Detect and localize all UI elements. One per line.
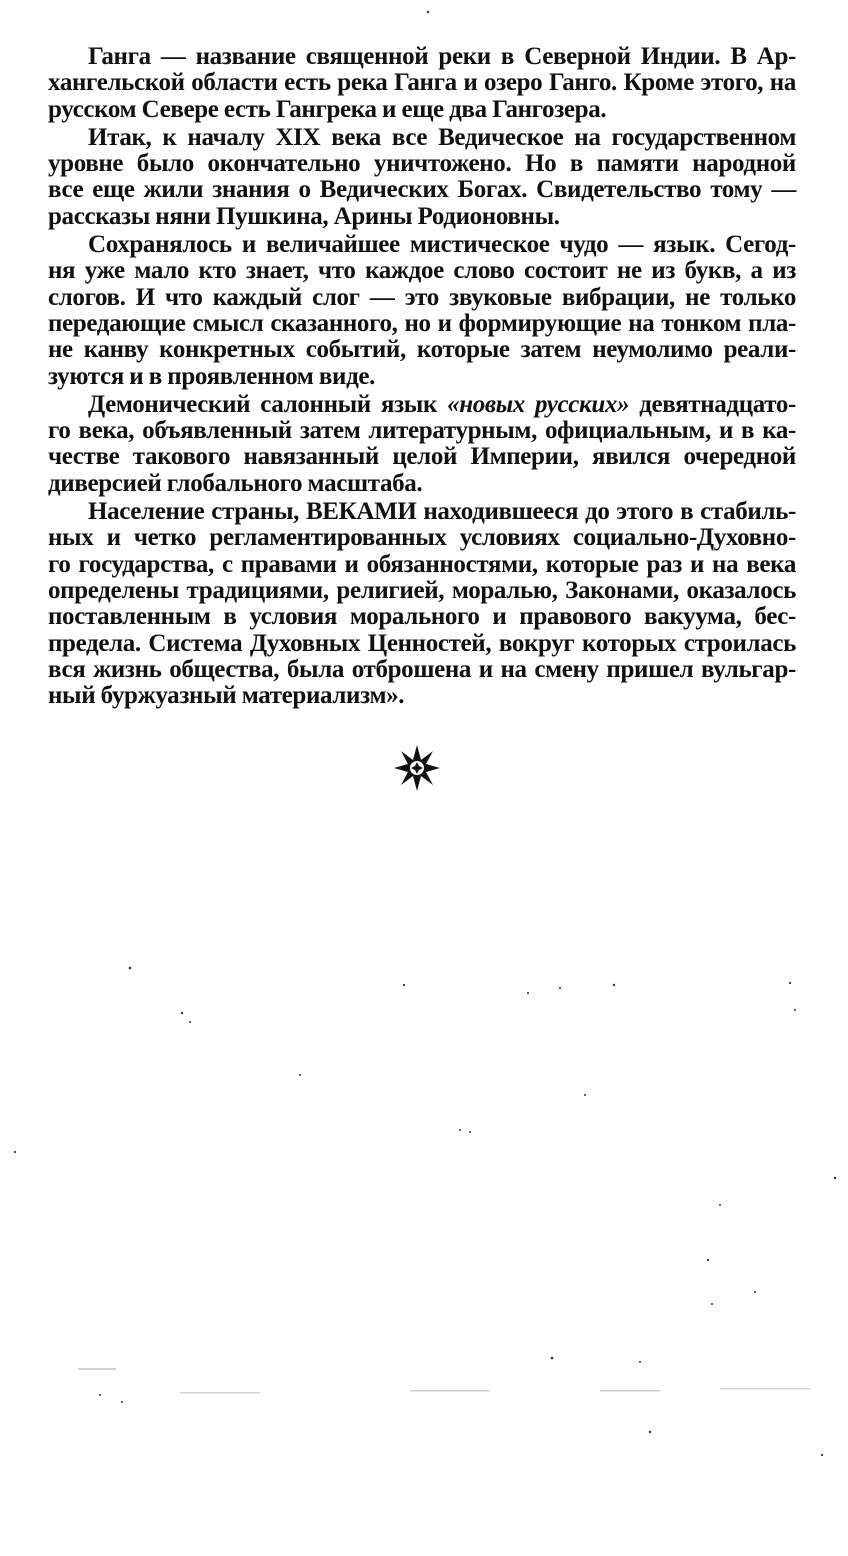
text-line: Итак, к началу XIX века все Ведическое на государственном (88, 123, 796, 151)
text-line: все еще жили знания о Ведических Богах. Свидетельство тому — (48, 176, 796, 204)
paragraph-4 (48, 392, 796, 497)
text-line: го века, объявленный затем литературным, официальным, и в ка- (48, 417, 796, 445)
text-line: вся жизнь общества, была отброшена и на смену пришел вульгар- (48, 655, 796, 683)
text-line: ный буржуазный материализм». (48, 682, 405, 710)
text-segment: Демонический салонный язык (88, 390, 448, 418)
text-line: зуются и в проявленном виде. (48, 362, 376, 390)
text-line: русском Севере есть Гангрека и еще два Гангозера. (48, 95, 607, 123)
paragraph-2 (48, 125, 796, 230)
text-line: определены традициями, религией, моралью, Законами, оказалось (48, 576, 796, 604)
text-line: Население страны, ВЕКАМИ находившееся до этого в стабиль- (88, 498, 796, 526)
document-body (48, 44, 796, 711)
paragraph-5 (48, 499, 796, 709)
text-line: Ганга — название священной реки в Северной Индии. В Ар- (88, 43, 796, 70)
text-segment: девятнадцато- (629, 390, 797, 418)
text-line: не канву конкретных событий, которые затем неумолимо реали- (48, 336, 796, 364)
text-line: поставленным в условия морального и правового вакуума, бес- (48, 603, 796, 631)
text-line: честве такового навязанный целой Империи, явился очередной (48, 443, 796, 471)
text-line: уровне было окончательно уничтожено. Но в памяти народной (48, 150, 796, 178)
text-line (48, 392, 796, 418)
text-line: диверсией глобального масштаба. (48, 469, 423, 497)
paragraph-3 (48, 232, 796, 390)
text-line: ня уже мало кто знает, что каждое слово состоит не из букв, а из (48, 257, 796, 285)
text-line: Сохранялось и величайшее мистическое чудо — язык. Сегод- (88, 231, 796, 259)
text-line: передающие смысл сказанного, но и формирующие на тонком пла- (48, 309, 796, 337)
eight-pointed-star-icon (391, 744, 443, 792)
paragraph-1 (48, 44, 796, 123)
text-line: го государства, с правами и обязанностями, которые раз и на века (48, 550, 796, 578)
text-line: хангельской области есть река Ганга и озеро Ганго. Кроме этого, на (48, 69, 796, 97)
text-line: ных и четко регламентированных условиях социально-Духовно- (48, 524, 796, 552)
italic-phrase: «новых русских» (447, 390, 630, 418)
text-line: рассказы няни Пушкина, Арины Родионовны. (48, 202, 560, 230)
text-line: слогов. И что каждый слог — это звуковые вибрации, не только (48, 283, 796, 311)
text-line: предела. Система Духовных Ценностей, вокруг которых строилась (48, 629, 796, 657)
